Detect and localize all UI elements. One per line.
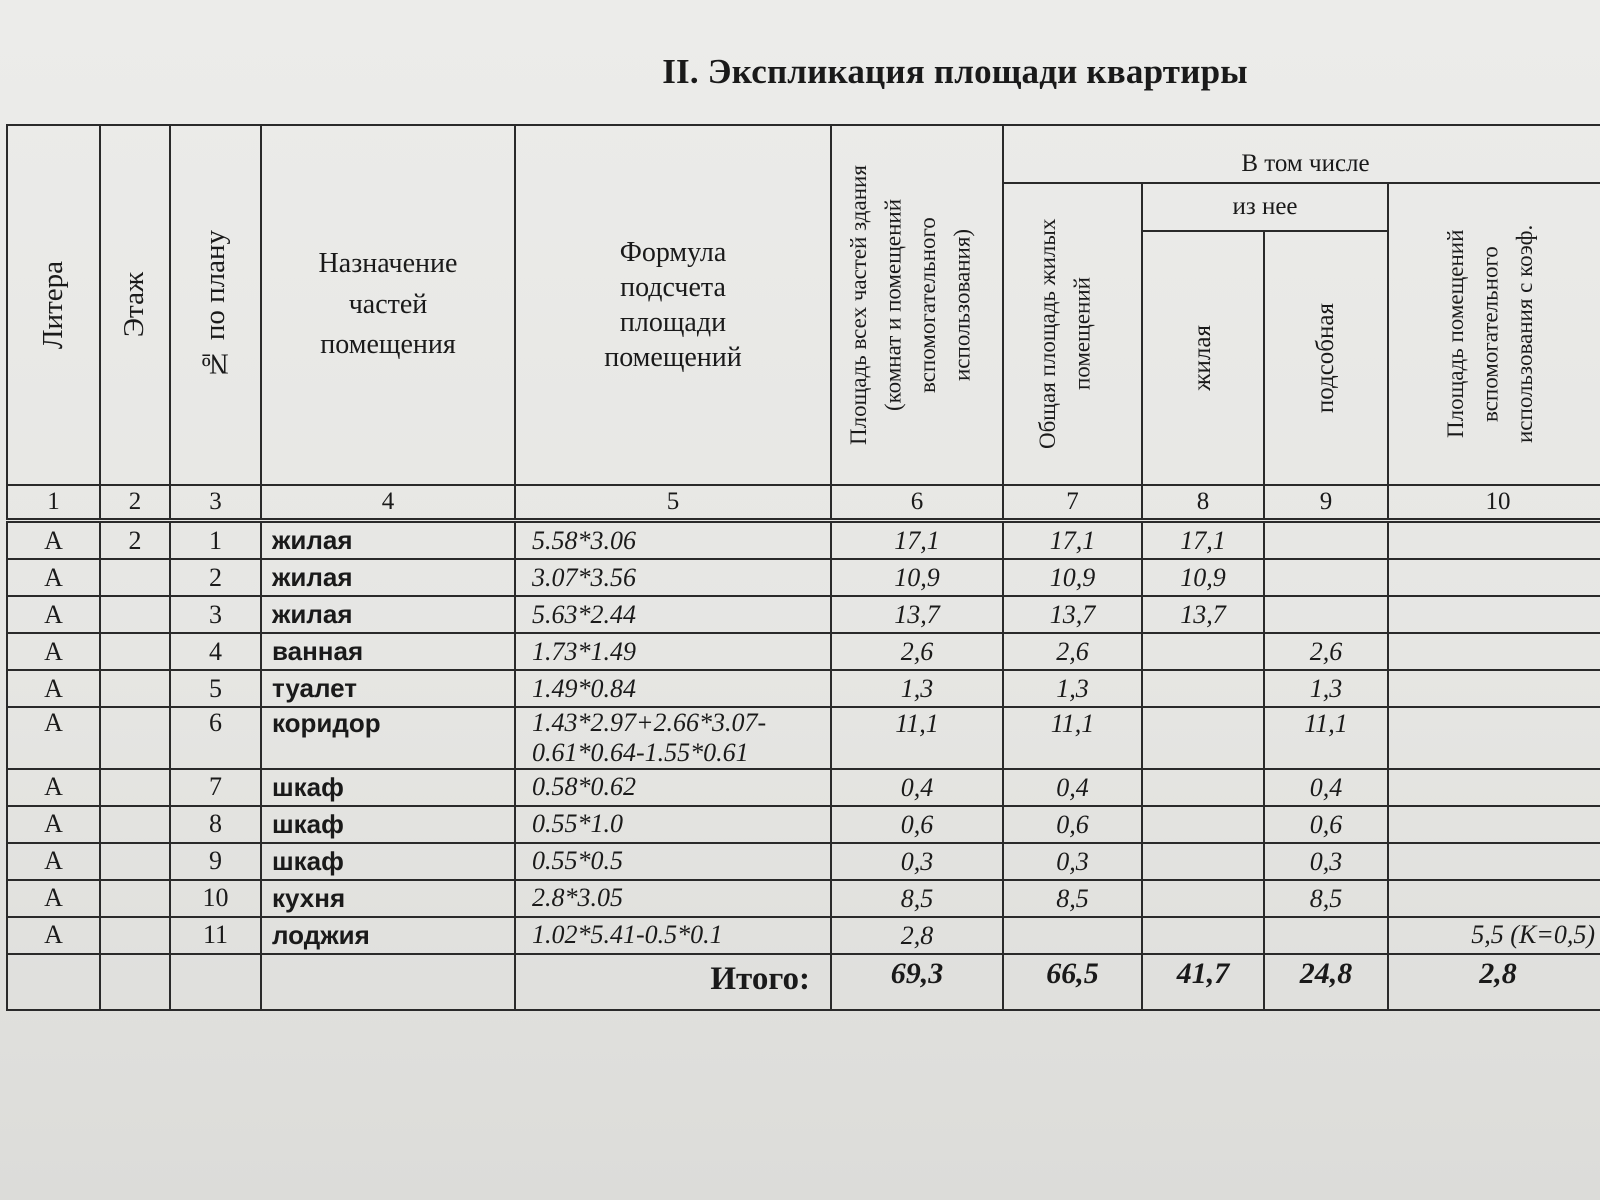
total-aux-coef: 2,8 bbox=[1388, 954, 1600, 1010]
cell-auxiliary: 0,3 bbox=[1264, 843, 1388, 880]
cell-auxiliary bbox=[1264, 596, 1388, 633]
cell-total-living: 11,1 bbox=[1003, 707, 1142, 769]
cell-num: 7 bbox=[170, 769, 261, 806]
cell-name: туалет bbox=[261, 670, 515, 707]
cell-auxiliary: 0,4 bbox=[1264, 769, 1388, 806]
cell-etazh bbox=[100, 769, 170, 806]
cell-living bbox=[1142, 843, 1264, 880]
cell-name: шкаф bbox=[261, 843, 515, 880]
cell-etazh bbox=[100, 633, 170, 670]
cell-area-all: 10,9 bbox=[831, 559, 1003, 596]
cell-area-all: 13,7 bbox=[831, 596, 1003, 633]
table-row bbox=[7, 596, 1600, 633]
cell-num: 9 bbox=[170, 843, 261, 880]
cell-living bbox=[1142, 806, 1264, 843]
cell-litera: А bbox=[7, 670, 100, 707]
cell-aux-coef bbox=[1388, 559, 1600, 596]
cell-living bbox=[1142, 880, 1264, 917]
cell-total-living: 0,6 bbox=[1003, 806, 1142, 843]
cell-living bbox=[1142, 917, 1264, 954]
explication-table bbox=[6, 124, 1600, 1011]
cell-num: 3 bbox=[170, 596, 261, 633]
column-number: 6 bbox=[831, 485, 1003, 521]
cell-name: ванная bbox=[261, 633, 515, 670]
column-number: 10 bbox=[1388, 485, 1600, 521]
cell-num: 1 bbox=[170, 521, 261, 560]
table-row bbox=[7, 769, 1600, 806]
cell-aux-coef bbox=[1388, 633, 1600, 670]
totals-empty bbox=[7, 954, 100, 1010]
cell-total-living: 13,7 bbox=[1003, 596, 1142, 633]
table-row bbox=[7, 707, 1600, 769]
cell-num: 10 bbox=[170, 880, 261, 917]
cell-area-all: 0,4 bbox=[831, 769, 1003, 806]
cell-litera: А bbox=[7, 880, 100, 917]
cell-living bbox=[1142, 769, 1264, 806]
cell-name: жилая bbox=[261, 521, 515, 560]
cell-total-living: 10,9 bbox=[1003, 559, 1142, 596]
cell-litera: А bbox=[7, 521, 100, 560]
cell-formula: 1.49*0.84 bbox=[515, 670, 831, 707]
cell-litera: А bbox=[7, 633, 100, 670]
header-auxiliary: подсобная bbox=[1264, 231, 1388, 485]
cell-num: 6 bbox=[170, 707, 261, 769]
cell-etazh bbox=[100, 843, 170, 880]
total-living: 41,7 bbox=[1142, 954, 1264, 1010]
cell-auxiliary: 2,6 bbox=[1264, 633, 1388, 670]
header-group-in-total: В том числе bbox=[1003, 125, 1600, 183]
cell-area-all: 2,6 bbox=[831, 633, 1003, 670]
column-numbers-row bbox=[7, 485, 1600, 521]
cell-formula: 2.8*3.05 bbox=[515, 880, 831, 917]
cell-aux-coef bbox=[1388, 769, 1600, 806]
cell-etazh bbox=[100, 670, 170, 707]
totals-empty bbox=[170, 954, 261, 1010]
totals-empty bbox=[100, 954, 170, 1010]
cell-formula: 0.55*0.5 bbox=[515, 843, 831, 880]
cell-auxiliary bbox=[1264, 559, 1388, 596]
cell-area-all: 2,8 bbox=[831, 917, 1003, 954]
cell-auxiliary: 0,6 bbox=[1264, 806, 1388, 843]
cell-living: 17,1 bbox=[1142, 521, 1264, 560]
cell-aux-coef bbox=[1388, 707, 1600, 769]
header-group-of-it: из нее bbox=[1142, 183, 1388, 231]
cell-litera: А bbox=[7, 707, 100, 769]
cell-name: шкаф bbox=[261, 806, 515, 843]
document-title: II. Экспликация площади квартиры bbox=[662, 52, 1248, 91]
cell-living: 10,9 bbox=[1142, 559, 1264, 596]
cell-formula: 1.73*1.49 bbox=[515, 633, 831, 670]
cell-auxiliary: 1,3 bbox=[1264, 670, 1388, 707]
cell-aux-coef bbox=[1388, 806, 1600, 843]
table-row bbox=[7, 559, 1600, 596]
cell-aux-coef bbox=[1388, 880, 1600, 917]
column-number: 9 bbox=[1264, 485, 1388, 521]
cell-num: 8 bbox=[170, 806, 261, 843]
cell-area-all: 0,3 bbox=[831, 843, 1003, 880]
cell-name: кухня bbox=[261, 880, 515, 917]
column-number: 1 bbox=[7, 485, 100, 521]
cell-auxiliary: 11,1 bbox=[1264, 707, 1388, 769]
cell-auxiliary bbox=[1264, 917, 1388, 954]
column-number: 2 bbox=[100, 485, 170, 521]
table-row bbox=[7, 917, 1600, 954]
cell-total-living: 0,3 bbox=[1003, 843, 1142, 880]
cell-formula: 0.58*0.62 bbox=[515, 769, 831, 806]
cell-aux-coef bbox=[1388, 596, 1600, 633]
cell-total-living: 17,1 bbox=[1003, 521, 1142, 560]
cell-area-all: 0,6 bbox=[831, 806, 1003, 843]
cell-total-living bbox=[1003, 917, 1142, 954]
cell-auxiliary bbox=[1264, 521, 1388, 560]
table-row bbox=[7, 806, 1600, 843]
total-auxiliary: 24,8 bbox=[1264, 954, 1388, 1010]
column-number: 3 bbox=[170, 485, 261, 521]
header-purpose: Назначение частей помещения bbox=[261, 125, 515, 485]
table-row bbox=[7, 843, 1600, 880]
cell-litera: А bbox=[7, 806, 100, 843]
cell-litera: А bbox=[7, 917, 100, 954]
cell-aux-coef: 5,5 (K=0,5) bbox=[1388, 917, 1600, 954]
cell-num: 4 bbox=[170, 633, 261, 670]
header-area-all: Площадь всех частей здания (комнат и помещений вспомогательного использования) bbox=[831, 125, 1003, 485]
cell-formula: 1.43*2.97+2.66*3.07-0.61*0.64-1.55*0.61 bbox=[515, 707, 831, 769]
header-etazh: Этаж bbox=[100, 125, 170, 485]
cell-name: шкаф bbox=[261, 769, 515, 806]
cell-litera: А bbox=[7, 769, 100, 806]
cell-living: 13,7 bbox=[1142, 596, 1264, 633]
total-area-all: 69,3 bbox=[831, 954, 1003, 1010]
cell-num: 5 bbox=[170, 670, 261, 707]
cell-etazh bbox=[100, 596, 170, 633]
cell-total-living: 2,6 bbox=[1003, 633, 1142, 670]
cell-name: лоджия bbox=[261, 917, 515, 954]
cell-total-living: 1,3 bbox=[1003, 670, 1142, 707]
totals-empty bbox=[261, 954, 515, 1010]
cell-aux-coef bbox=[1388, 521, 1600, 560]
header-num-plan: № по плану bbox=[170, 125, 261, 485]
header-aux-coef: Площадь помещений вспомогательного использования с коэф. bbox=[1388, 183, 1600, 485]
cell-formula: 5.58*3.06 bbox=[515, 521, 831, 560]
totals-row bbox=[7, 954, 1600, 1010]
table-row bbox=[7, 521, 1600, 560]
column-number: 4 bbox=[261, 485, 515, 521]
cell-litera: А bbox=[7, 843, 100, 880]
cell-formula: 0.55*1.0 bbox=[515, 806, 831, 843]
cell-auxiliary: 8,5 bbox=[1264, 880, 1388, 917]
cell-etazh bbox=[100, 917, 170, 954]
cell-litera: А bbox=[7, 596, 100, 633]
cell-total-living: 0,4 bbox=[1003, 769, 1142, 806]
total-total-living: 66,5 bbox=[1003, 954, 1142, 1010]
cell-formula: 5.63*2.44 bbox=[515, 596, 831, 633]
header-total-living: Общая площадь жилых помещений bbox=[1003, 183, 1142, 485]
cell-name: коридор bbox=[261, 707, 515, 769]
header-row-1 bbox=[7, 125, 1600, 183]
cell-etazh bbox=[100, 707, 170, 769]
cell-num: 2 bbox=[170, 559, 261, 596]
cell-area-all: 11,1 bbox=[831, 707, 1003, 769]
cell-living bbox=[1142, 707, 1264, 769]
cell-etazh bbox=[100, 880, 170, 917]
table-row bbox=[7, 633, 1600, 670]
table-row bbox=[7, 880, 1600, 917]
cell-area-all: 17,1 bbox=[831, 521, 1003, 560]
cell-formula: 1.02*5.41-0.5*0.1 bbox=[515, 917, 831, 954]
cell-num: 11 bbox=[170, 917, 261, 954]
cell-total-living: 8,5 bbox=[1003, 880, 1142, 917]
cell-living bbox=[1142, 633, 1264, 670]
cell-etazh bbox=[100, 559, 170, 596]
cell-etazh bbox=[100, 806, 170, 843]
header-litera: Литера bbox=[7, 125, 100, 485]
cell-aux-coef bbox=[1388, 843, 1600, 880]
cell-litera: А bbox=[7, 559, 100, 596]
header-formula: Формула подсчета площади помещений bbox=[515, 125, 831, 485]
totals-label: Итого: bbox=[515, 954, 831, 1010]
cell-name: жилая bbox=[261, 596, 515, 633]
column-number: 5 bbox=[515, 485, 831, 521]
cell-living bbox=[1142, 670, 1264, 707]
header-living: жилая bbox=[1142, 231, 1264, 485]
cell-etazh: 2 bbox=[100, 521, 170, 560]
column-number: 8 bbox=[1142, 485, 1264, 521]
cell-formula: 3.07*3.56 bbox=[515, 559, 831, 596]
cell-area-all: 1,3 bbox=[831, 670, 1003, 707]
table-row bbox=[7, 670, 1600, 707]
column-number: 7 bbox=[1003, 485, 1142, 521]
cell-name: жилая bbox=[261, 559, 515, 596]
cell-aux-coef bbox=[1388, 670, 1600, 707]
cell-area-all: 8,5 bbox=[831, 880, 1003, 917]
